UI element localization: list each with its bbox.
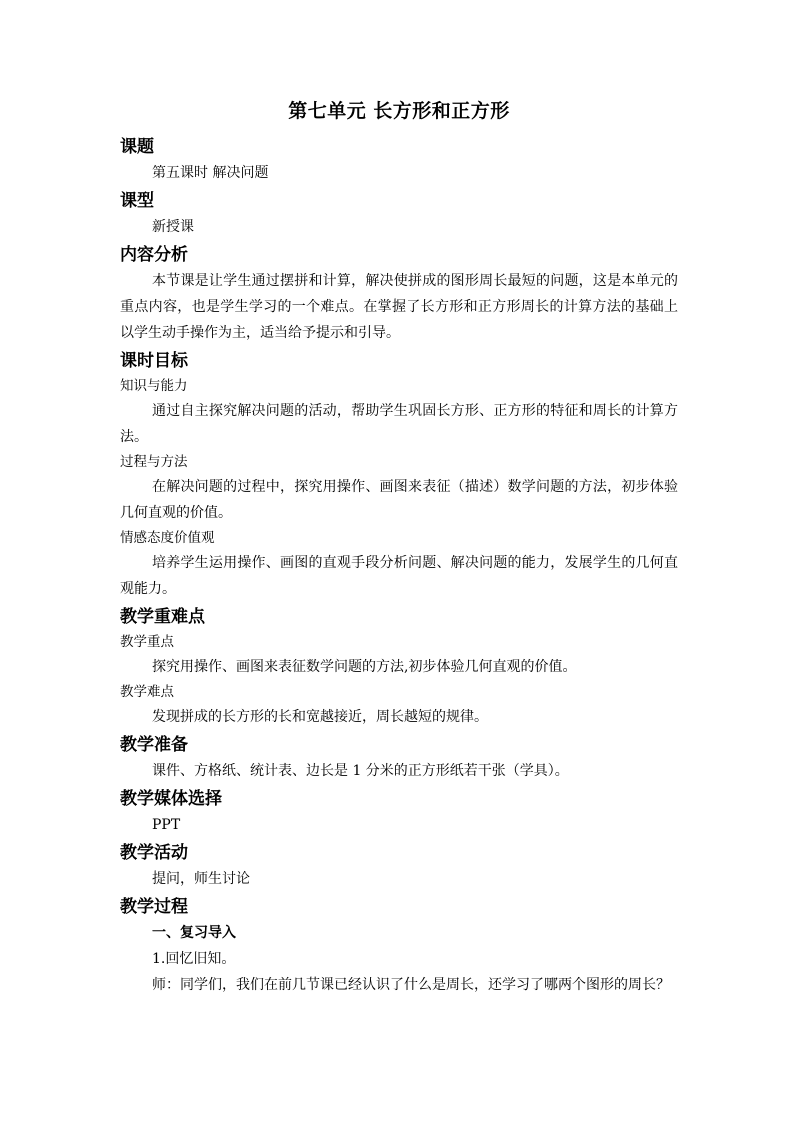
topic-text: 第五课时 解决问题 bbox=[152, 165, 269, 181]
process-teacher-dialogue: 师：同学们，我们在前几节课已经认识了什么是周长，还学习了哪两个图形的周长？ bbox=[152, 977, 670, 993]
document-content bbox=[120, 96, 678, 998]
goal-process-text: 在解决问题的过程中，探究用操作、画图来表征（描述）数学问题的方法，初步体验几何直观的价值。 bbox=[120, 479, 678, 521]
goal-attitude-text: 培养学生运用操作、画图的直观手段分析问题、解决问题的能力，发展学生的几何直观能力。 bbox=[120, 555, 678, 597]
lesson-type-text: 新授课 bbox=[152, 219, 194, 235]
heading-media: 教学媒体选择 bbox=[120, 789, 222, 809]
key-point-text: 探究用操作、画图来表征数学问题的方法,初步体验几何直观的价值。 bbox=[152, 659, 577, 675]
activity-text: 提问，师生讨论 bbox=[152, 871, 250, 887]
goal-knowledge-text: 通过自主探究解决问题的活动，帮助学生巩固长方形、正方形的特征和周长的计算方法。 bbox=[120, 403, 678, 445]
content-analysis-text: 本节课是让学生通过摆拼和计算，解决使拼成的图形周长最短的问题，这是本单元的重点内容，也是学生学习的一个难点。在掌握了长方形和正方形周长的计算方法的基础上以学生动手操作为主，适当给予提示和引导。 bbox=[120, 273, 678, 341]
media-text: PPT bbox=[152, 817, 181, 833]
heading-lesson-goals: 课时目标 bbox=[120, 351, 188, 371]
document-title: 第七单元 长方形和正方形 bbox=[288, 100, 510, 122]
difficulty-label: 教学难点 bbox=[120, 684, 174, 700]
difficulty-text: 发现拼成的长方形的长和宽越接近，周长越短的规律。 bbox=[152, 709, 488, 725]
heading-topic: 课题 bbox=[120, 137, 154, 157]
key-point-label: 教学重点 bbox=[120, 634, 174, 650]
goal-attitude-label: 情感态度价值观 bbox=[120, 530, 215, 546]
goal-process-label: 过程与方法 bbox=[120, 454, 188, 470]
heading-content-analysis: 内容分析 bbox=[120, 245, 188, 265]
heading-lesson-type: 课型 bbox=[120, 191, 154, 211]
heading-keypoints: 教学重难点 bbox=[120, 607, 205, 627]
process-step1: 1.回忆旧知。 bbox=[152, 951, 236, 967]
goal-knowledge-label: 知识与能力 bbox=[120, 378, 188, 394]
heading-activity: 教学活动 bbox=[120, 843, 188, 863]
heading-preparation: 教学准备 bbox=[120, 735, 188, 755]
process-part1-title: 一、复习导入 bbox=[152, 925, 236, 941]
heading-teaching-process: 教学过程 bbox=[120, 897, 188, 917]
preparation-text: 课件、方格纸、统计表、边长是 1 分米的正方形纸若干张（学具）。 bbox=[152, 763, 569, 779]
